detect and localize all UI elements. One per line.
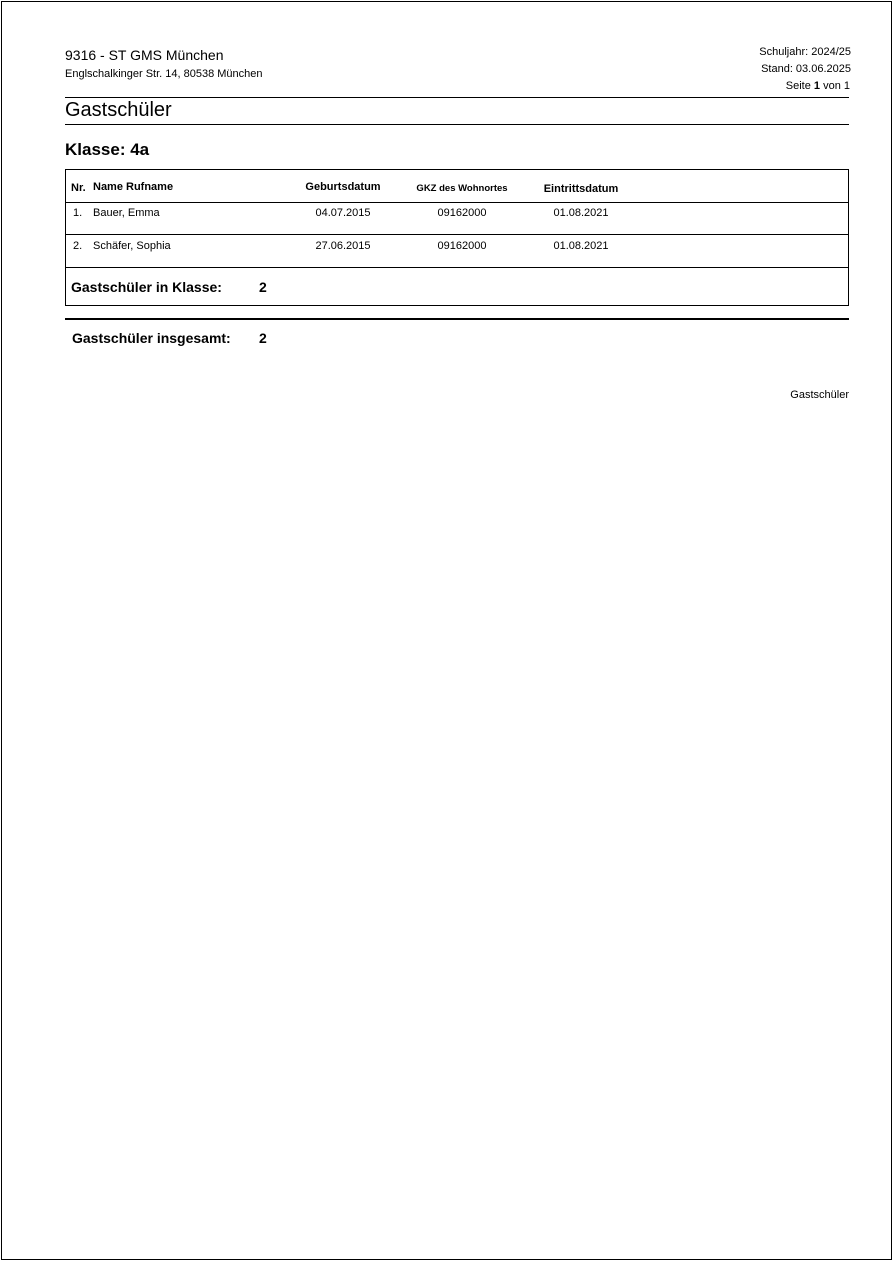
page-of: von 1 [823, 80, 850, 92]
students-table [65, 169, 849, 306]
row-divider [66, 234, 848, 235]
overall-total-label: Gastschüler insgesamt: [72, 330, 231, 346]
row-geburtsdatum: 27.06.2015 [315, 240, 371, 252]
overall-total-value: 2 [259, 330, 267, 346]
row-gkz: 09162000 [437, 207, 487, 219]
stand-date: Stand: 03.06.2025 [761, 63, 851, 75]
footer-label: Gastschüler [790, 389, 849, 401]
page-title: Gastschüler [65, 99, 172, 121]
row-gkz: 09162000 [437, 240, 487, 252]
school-name: 9316 - ST GMS München [65, 47, 224, 63]
schuljahr: Schuljahr: 2024/25 [759, 46, 851, 58]
row-name: Schäfer, Sophia [93, 240, 171, 252]
row-geburtsdatum: 04.07.2015 [315, 207, 371, 219]
page-number [786, 80, 850, 92]
col-header-name: Name Rufname [93, 181, 174, 193]
col-header-gkz: GKZ des Wohnortes [416, 183, 508, 194]
class-total-value: 2 [259, 279, 267, 295]
title-divider [65, 124, 849, 125]
row-name: Bauer, Emma [93, 207, 160, 219]
col-header-nr: Nr. [71, 182, 86, 194]
page-label: Seite [785, 80, 811, 92]
header-row-divider [66, 202, 848, 203]
col-header-eintrittsdatum: Eintrittsdatum [543, 183, 619, 195]
row-nr: 2. [73, 240, 83, 252]
col-header-geburtsdatum: Geburtsdatum [305, 181, 381, 193]
row-divider [66, 267, 848, 268]
klasse-heading: Klasse: 4a [65, 140, 150, 159]
school-address: Englschalkinger Str. 14, 80538 München [65, 68, 263, 80]
class-total-label: Gastschüler in Klasse: [71, 279, 222, 295]
row-eintrittsdatum: 01.08.2021 [553, 207, 609, 219]
row-nr: 1. [73, 207, 83, 219]
header-divider [65, 97, 849, 98]
summary-divider [65, 318, 849, 320]
row-eintrittsdatum: 01.08.2021 [553, 240, 609, 252]
page-current: 1 [813, 80, 821, 92]
